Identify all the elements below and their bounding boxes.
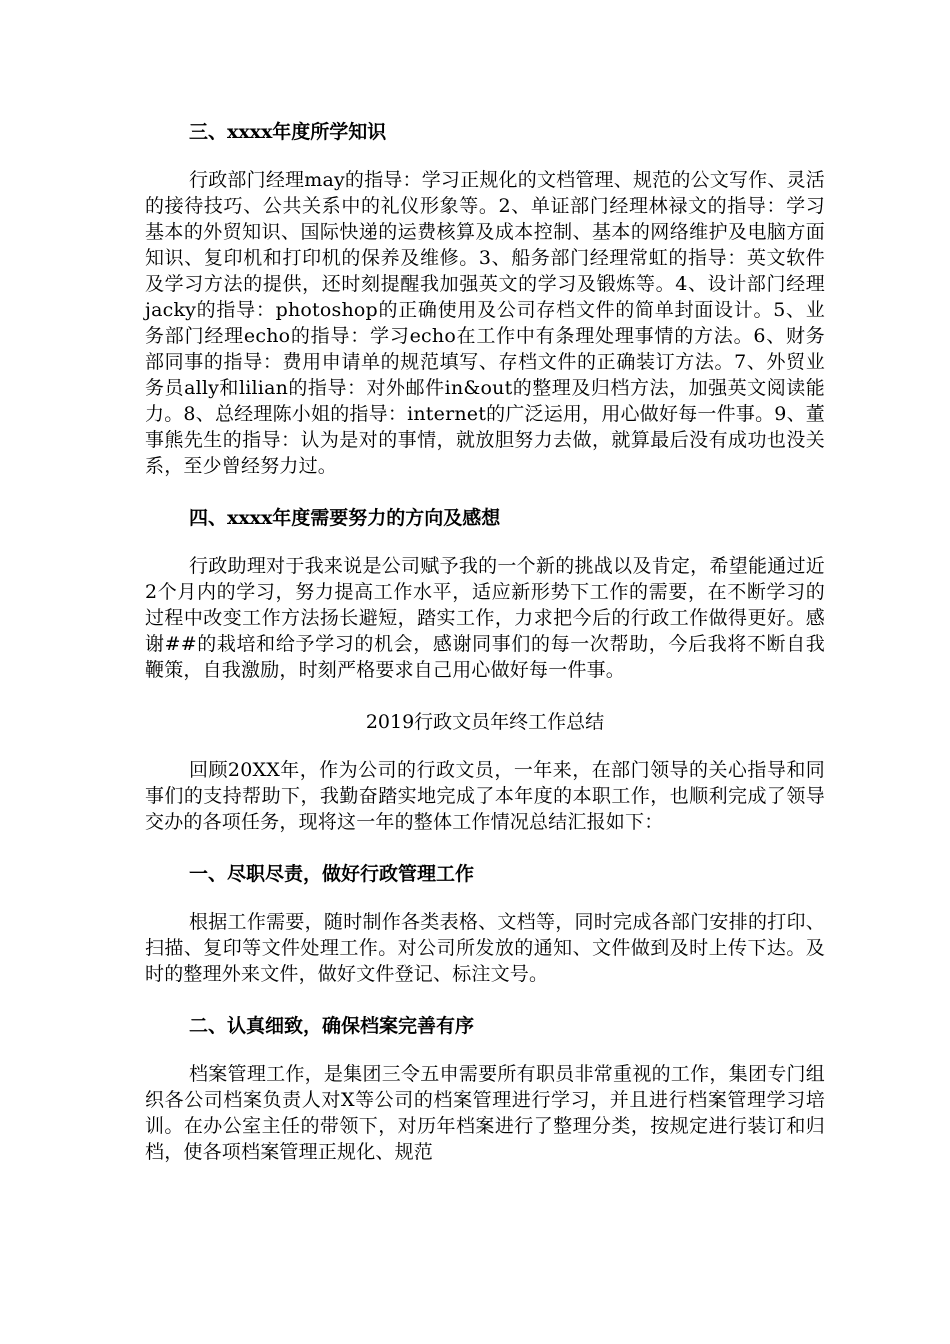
section-text-admin: 根据工作需要，随时制作各类表格、文档等，同时完成各部门安排的打印、扫描、复印等文件处理工作。对公司所发放的通知、文件做到及时上传下达。及时的整理外来文件，做好文件登记、标注文号。 [145, 911, 825, 985]
section-text-direction: 行政助理对于我来说是公司赋予我的一个新的挑战以及肯定，希望能通过近2个月内的学习，努力提高工作水平，适应新形势下工作的需要，在不断学习的过程中改变工作方法扬长避短，踏实工作，力求把今后的行政工作做得更好。感谢##的栽培和给予学习的机会，感谢同事们的每一次帮助，今后我将不断自我鞭策，自我激励，时刻严格要求自己用心做好每一件事。 [145, 555, 825, 681]
document-page [145, 118, 825, 1165]
intro-text: 回顾20XX年，作为公司的行政文员，一年来，在部门领导的关心指导和同事们的支持帮助下，我勤奋踏实地完成了本年度的本职工作，也顺利完成了领导交办的各项任务，现将这一年的整体工作情况总结汇报如下： [145, 759, 825, 833]
section-heading-knowledge: 三、xxxx年度所学知识 [189, 121, 387, 143]
document-title: 2019行政文员年终工作总结 [365, 711, 605, 733]
section-heading-admin: 一、尽职尽责，做好行政管理工作 [189, 863, 475, 885]
section-text-archive: 档案管理工作，是集团三令五申需要所有职员非常重视的工作，集团专门组织各公司档案负责人对X等公司的档案管理进行学习，并且进行档案管理学习培训。在办公室主任的带领下，对历年档案进行了整理分类，按规定进行装订和归档，使各项档案管理正规化、规范 [145, 1063, 825, 1163]
section-heading-direction: 四、xxxx年度需要努力的方向及感想 [189, 507, 501, 529]
section-text-knowledge: 行政部门经理may的指导：学习正规化的文档管理、规范的公文写作、灵活的接待技巧、公共关系中的礼仪形象等。2、单证部门经理林禄文的指导：学习基本的外贸知识、国际快递的运费核算及成本控制、基本的网络维护及电脑方面知识、复印机和打印机的保养及维修。3、船务部门经理常虹的指导：英文软件及学习方法的提供，还时刻提醒我加强英文的学习及锻炼等。4、设计部门经理jacky的指导：photoshop的正确使用及公司存档文件的简单封面设计。5、业务部门经理echo的指导：学习echo在工作中有条理处理事情的方法。6、财务部同事的指导：费用申请单的规范填写、存档文件的正确装订方法。7、外贸业务员ally和lilian的指导：对外邮件in&out的整理及归档方法，加强英文阅读能力。8、总经理陈小姐的指导：internet的广泛运用，用心做好每一件事。9、董事熊先生的指导：认为是对的事情，就放胆努力去做，就算最后没有成功也没关系，至少曾经努力过。 [145, 169, 825, 477]
section-heading-archive: 二、认真细致，确保档案完善有序 [189, 1015, 475, 1037]
